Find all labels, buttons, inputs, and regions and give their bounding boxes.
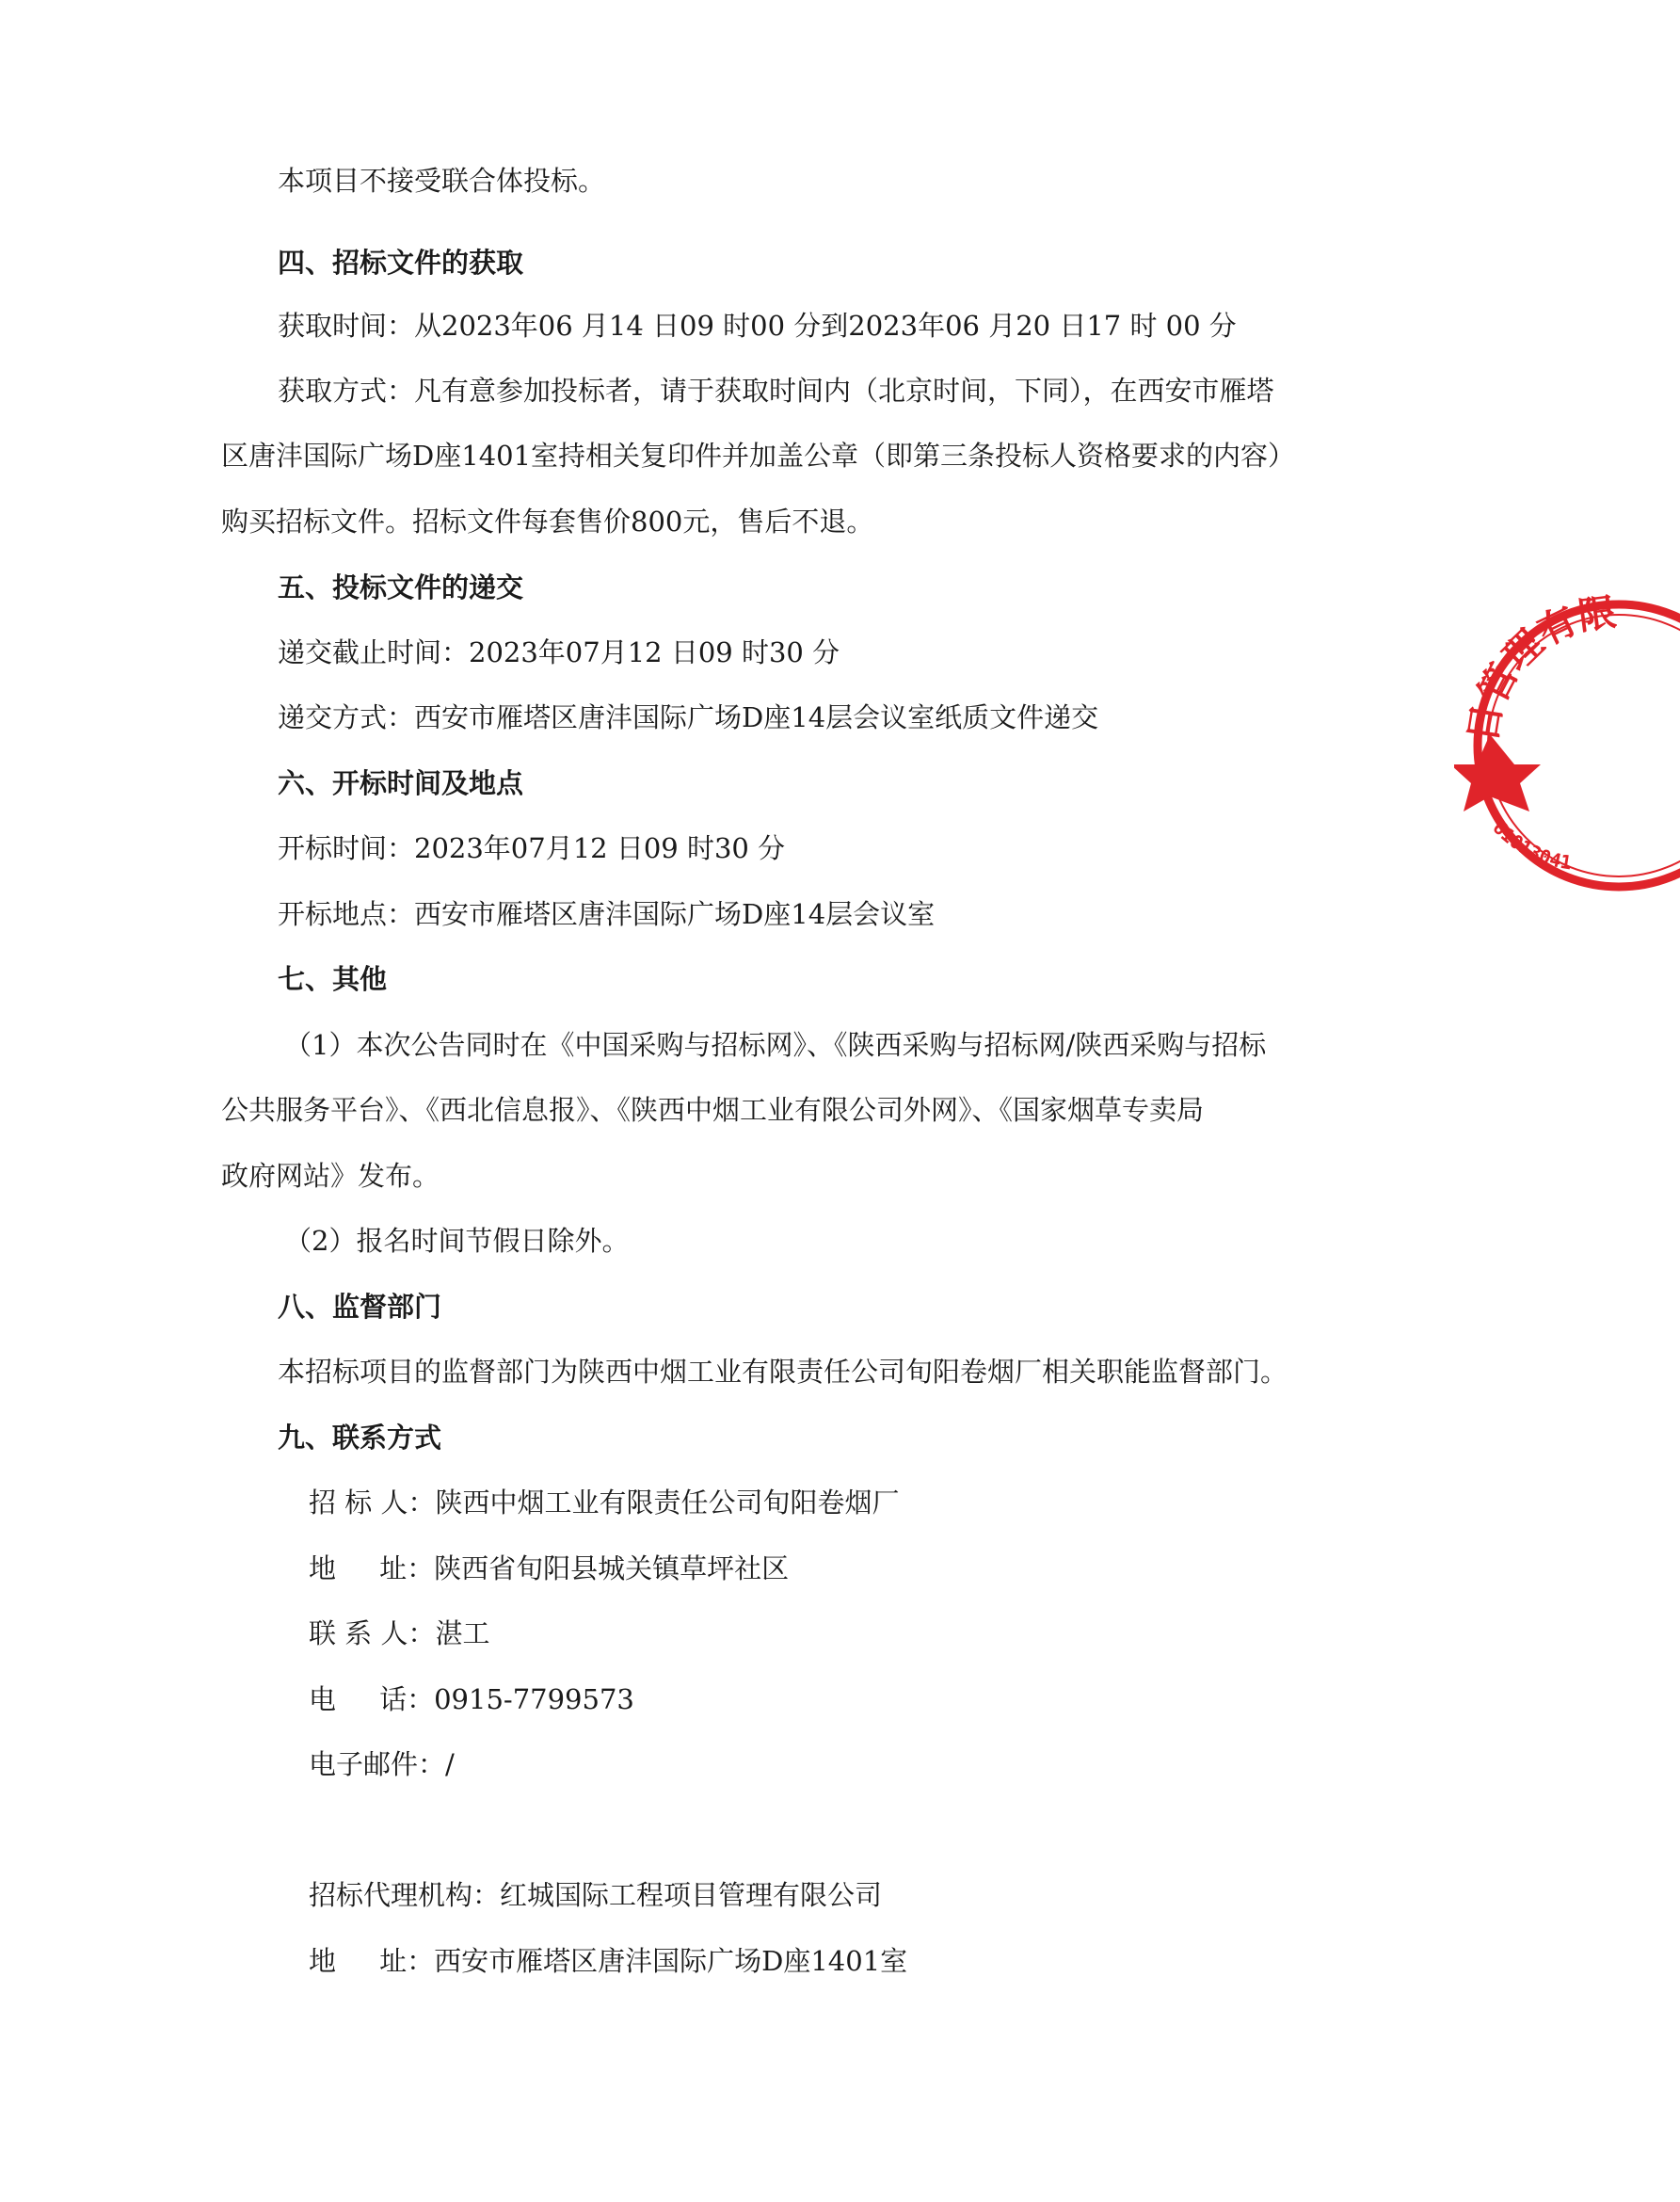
contact-row xyxy=(309,1484,899,1521)
supervision-department: 本招标项目的监督部门为陕西中烟工业有限责任公司旬阳卷烟厂相关职能监督部门。 xyxy=(278,1356,1288,1388)
submission-method: 递交方式：西安市雁塔区唐沣国际广场D座14层会议室纸质文件递交 xyxy=(278,701,1099,733)
contact-value: 0915-7799573 xyxy=(434,1683,634,1715)
contact-label: 招 标 人： xyxy=(309,1487,436,1519)
acquisition-time: 获取时间：从2023年06 月14 日09 时00 分到2023年06 月20 日17 时 00 分 xyxy=(278,310,1237,342)
acquisition-method-line-3: 购买招标文件。招标文件每套售价800元，售后不退。 xyxy=(221,506,874,538)
other-item-2: （2）报名时间节假日除外。 xyxy=(284,1225,630,1257)
contact-value: 湛工 xyxy=(435,1617,490,1649)
seal-arc-text xyxy=(1461,590,1619,746)
contact-row xyxy=(309,1680,634,1718)
contact-value: 陕西省旬阳县城关镇草坪社区 xyxy=(434,1552,790,1584)
contact-label: 联 系 人： xyxy=(309,1617,436,1649)
paragraph-no-consortium: 本项目不接受联合体投标。 xyxy=(278,165,606,197)
section-heading-8: 八、监督部门 xyxy=(278,1291,442,1323)
contact-label: 地 址： xyxy=(309,1945,435,1977)
company-seal-icon xyxy=(1454,584,1680,904)
other-item-1-line-2: 公共服务平台》、《西北信息报》、《陕西中烟工业有限公司外网》、《国家烟草专卖局 xyxy=(221,1094,1205,1126)
section-heading-4: 四、招标文件的获取 xyxy=(278,247,524,279)
acquisition-method-line-2: 区唐沣国际广场D座1401室持相关复印件并加盖公章（即第三条投标人资格要求的内容） xyxy=(221,440,1296,472)
contact-value: 陕西中烟工业有限责任公司旬阳卷烟厂 xyxy=(435,1487,900,1519)
contact-row xyxy=(309,1942,907,1980)
seal-star-icon xyxy=(1454,734,1541,812)
opening-location: 开标地点：西安市雁塔区唐沣国际广场D座14层会议室 xyxy=(278,898,936,930)
contact-value: / xyxy=(445,1748,455,1780)
other-item-1-line-1: （1）本次公告同时在《中国采购与招标网》、《陕西采购与招标网/陕西采购与招标 xyxy=(284,1029,1267,1061)
seal-arc-textpath: 目管理有限 xyxy=(1460,589,1619,746)
contact-row xyxy=(309,1550,789,1587)
acquisition-method-line-1: 获取方式：凡有意参加投标者，请于获取时间内（北京时间，下同），在西安市雁塔 xyxy=(278,375,1274,407)
contact-value: 西安市雁塔区唐沣国际广场D座1401室 xyxy=(434,1945,908,1977)
section-heading-6: 六、开标时间及地点 xyxy=(278,767,524,799)
section-heading-9: 九、联系方式 xyxy=(278,1422,442,1454)
contact-label: 地 址： xyxy=(309,1552,435,1584)
contact-row xyxy=(309,1876,882,1914)
submission-deadline: 递交截止时间：2023年07月12 日09 时30 分 xyxy=(278,636,840,668)
section-heading-5: 五、投标文件的递交 xyxy=(278,571,524,603)
contact-row xyxy=(309,1615,489,1652)
other-item-1-line-3: 政府网站》发布。 xyxy=(221,1160,440,1192)
contact-value: 红城国际工程项目管理有限公司 xyxy=(500,1879,883,1911)
contact-label: 电子邮件： xyxy=(309,1748,446,1780)
contact-label: 电 话： xyxy=(309,1683,435,1715)
section-heading-7: 七、其他 xyxy=(278,963,388,995)
seal-code-textpath: 61013041 xyxy=(1488,815,1574,875)
seal-code-text xyxy=(1488,816,1573,875)
contact-row xyxy=(309,1745,455,1783)
contact-label: 招标代理机构： xyxy=(309,1879,501,1911)
opening-time: 开标时间：2023年07月12 日09 时30 分 xyxy=(278,832,786,864)
